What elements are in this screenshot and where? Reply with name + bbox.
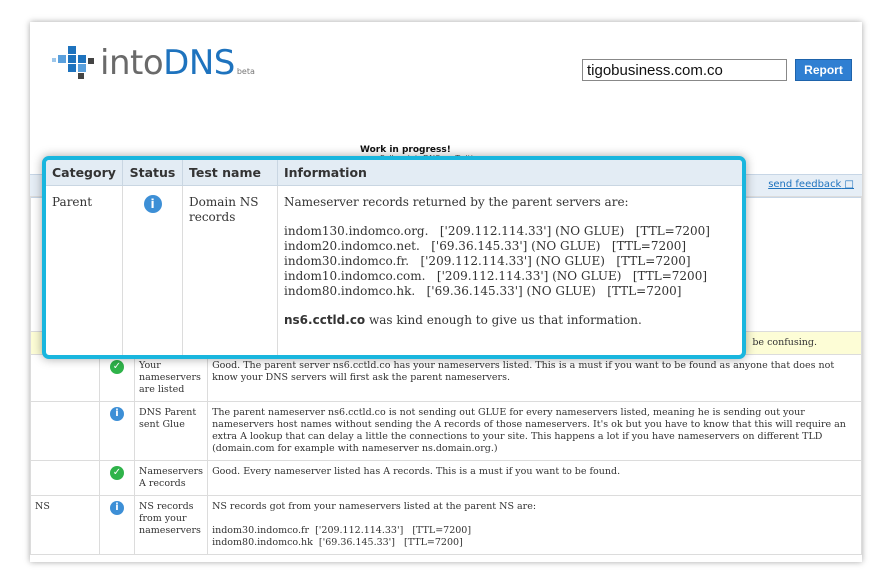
zoom-table bbox=[46, 160, 742, 355]
ns-line: indom80.indomco.hk. ['69.36.145.33'] (NO GLUE) [TTL=7200] bbox=[284, 284, 682, 298]
ns-line: indom20.indomco.net. ['69.36.145.33'] (NO GLUE) [TTL=7200] bbox=[284, 239, 687, 253]
info-icon: i bbox=[110, 501, 124, 515]
test-name: Domain NS records bbox=[183, 186, 278, 356]
category-label: Parent bbox=[46, 186, 123, 356]
speech-bubble-icon: □ bbox=[844, 179, 854, 190]
wip-title: Work in progress! bbox=[360, 145, 451, 155]
table-row bbox=[31, 355, 862, 402]
test-info: be confusing. bbox=[208, 332, 862, 355]
domain-search-input[interactable]: tigobusiness.com.co bbox=[582, 59, 787, 81]
report-button[interactable]: Report bbox=[795, 59, 852, 81]
info-icon: i bbox=[110, 407, 124, 421]
table-row bbox=[31, 402, 862, 461]
test-info: Good. The parent server ns6.cctld.co has your nameservers listed. This is a must if you want to be found as anyone that does not know your DNS servers will first ask the parent nameservers. bbox=[208, 355, 862, 402]
category-label: NS bbox=[31, 496, 100, 555]
header-information: Information bbox=[278, 160, 743, 186]
check-icon: ✓ bbox=[110, 466, 124, 480]
test-info: NS records got from your nameservers listed at the parent NS are: indom30.indomco.fr ['209.112.114.33'] [TTL=7200] indom80.indomco.hk ['69.36.145.33'] [TTL=7200] bbox=[208, 496, 862, 555]
send-feedback-link[interactable]: send feedback □ bbox=[768, 179, 854, 190]
test-info: The parent nameserver ns6.cctld.co is not sending out GLUE for every nameservers listed, meaning he is sending out your nameservers host names without sending the A records of those nameservers. It's ok but you have to know that this will require an extra A lookup that can delay a little the connections to your site. This happens a lot if you have nameservers on different TLD (domain.com for example with nameserver ns.domain.org.) bbox=[208, 402, 862, 461]
logo-beta: beta bbox=[236, 67, 255, 76]
header-category: Category bbox=[46, 160, 123, 186]
header-test-name: Test name bbox=[183, 160, 278, 186]
test-name: Nameservers A records bbox=[135, 461, 208, 496]
table-row bbox=[31, 496, 862, 555]
logo-text: intoDNS bbox=[100, 43, 235, 83]
ns-line: indom10.indomco.com. ['209.112.114.33'] (NO GLUE) [TTL=7200] bbox=[284, 269, 708, 283]
intodns-logo[interactable] bbox=[52, 40, 255, 83]
test-name: Your nameservers are listed bbox=[135, 355, 208, 402]
parent-ns-name: ns6.cctld.co bbox=[284, 313, 366, 327]
test-info: Good. Every nameserver listed has A records. This is a must if you want to be found. bbox=[208, 461, 862, 496]
ns-line: indom130.indomco.org. ['209.112.114.33'] (NO GLUE) [TTL=7200] bbox=[284, 224, 710, 238]
logo-blocks-icon bbox=[52, 42, 96, 80]
test-name: DNS Parent sent Glue bbox=[135, 402, 208, 461]
test-name: NS records from your nameservers bbox=[135, 496, 208, 555]
info-icon: i bbox=[144, 195, 162, 213]
zoom-callout bbox=[42, 156, 746, 359]
check-icon: ✓ bbox=[110, 360, 124, 374]
header-status: Status bbox=[123, 160, 183, 186]
ns-line: indom30.indomco.fr. ['209.112.114.33'] (NO GLUE) [TTL=7200] bbox=[284, 254, 691, 268]
table-row bbox=[31, 461, 862, 496]
test-info: Nameserver records returned by the parent servers are: indom130.indomco.org. ['209.112.114.33'] (NO GLUE) [TTL=7200] indom20.indomco.net. ['69.36.145.33'] (NO GLUE) [TTL=7200] indom30.indomco.fr. ['209.112.114.33'] (NO GLUE) [TTL=7200] indom10.indomco.com. ['209.112.114.33'] (NO GLUE) [TTL=7200] indom80.indomco.hk. ['69.36.145.33'] (NO GLUE) [TTL=7200] ns6.cctld.co was kind enough to give us that information. bbox=[278, 186, 743, 356]
